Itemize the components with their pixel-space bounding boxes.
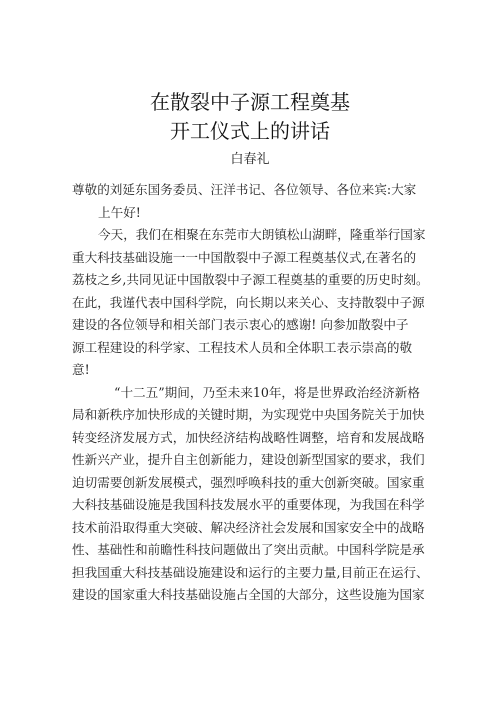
text-line: 性新兴产业，提升自主创新能力，建设创新型国家的要求，我们 bbox=[72, 452, 425, 467]
title-line-2: 开工仪式上的讲话 bbox=[170, 119, 330, 143]
text-line: 源工程建设的科学家、工程技术人员和全体职工表示崇高的敬 bbox=[72, 339, 413, 355]
text-line: 重大科技基础设施一一中国散裂中子源工程奠基仪式,在著名的 bbox=[72, 249, 417, 265]
text-line: 尊敬的刘延东国务委员、汪洋书记、各位领导、各位来宾:大家 bbox=[72, 182, 417, 197]
text-line: 转变经济发展方式，加快经济结构战略性调整，培育和发展战略 bbox=[72, 429, 425, 445]
text-line: 建设的各位领导和相关部门表示衷心的感谢! 向参加散裂中子 bbox=[72, 317, 409, 332]
text-line: 局和新秩序加快形成的关键时期，为实现党中央国务院关于加快 bbox=[72, 407, 425, 422]
text-line: 上午好! bbox=[98, 204, 141, 220]
text-line: 性、基础性和前瞻性科技问题做出了突出贡献。中国科学院是承 bbox=[72, 542, 425, 557]
text-line: 意! bbox=[72, 362, 90, 377]
text-line: “十二五”期间，乃至未来10年，将是世界政治经济新格 bbox=[114, 384, 420, 400]
author-name: 白春礼 bbox=[230, 152, 270, 167]
title-line-1: 在散裂中子源工程奠基 bbox=[150, 90, 350, 114]
speech-body bbox=[72, 179, 442, 607]
text-line: 迫切需要创新发展模式，强烈呼唤科技的重大创新突破。国家重 bbox=[72, 474, 425, 490]
text-line: 担我国重大科技基础设施建设和运行的主要力量,目前正在运行、 bbox=[72, 564, 429, 580]
text-line: 荔枝之乡,共同见证中国散裂中子源工程奠基的重要的历史时刻。 bbox=[72, 272, 429, 287]
text-line: 技术前沿取得重大突破、解决经济社会发展和国家安全中的战略 bbox=[72, 519, 425, 535]
text-line: 今天，我们在相聚在东莞市大朗镇松山湖畔，隆重举行国家 bbox=[98, 227, 426, 242]
text-line: 在此，我谨代表中国科学院，向长期以来关心、支持散裂中子源 bbox=[72, 294, 425, 310]
text-line: 大科技基础设施是我国科技发展水平的重要体现，为我国在科学 bbox=[72, 497, 425, 512]
text-line: 建设的国家重大科技基础设施占全国的大部分，这些设施为国家 bbox=[72, 587, 425, 602]
